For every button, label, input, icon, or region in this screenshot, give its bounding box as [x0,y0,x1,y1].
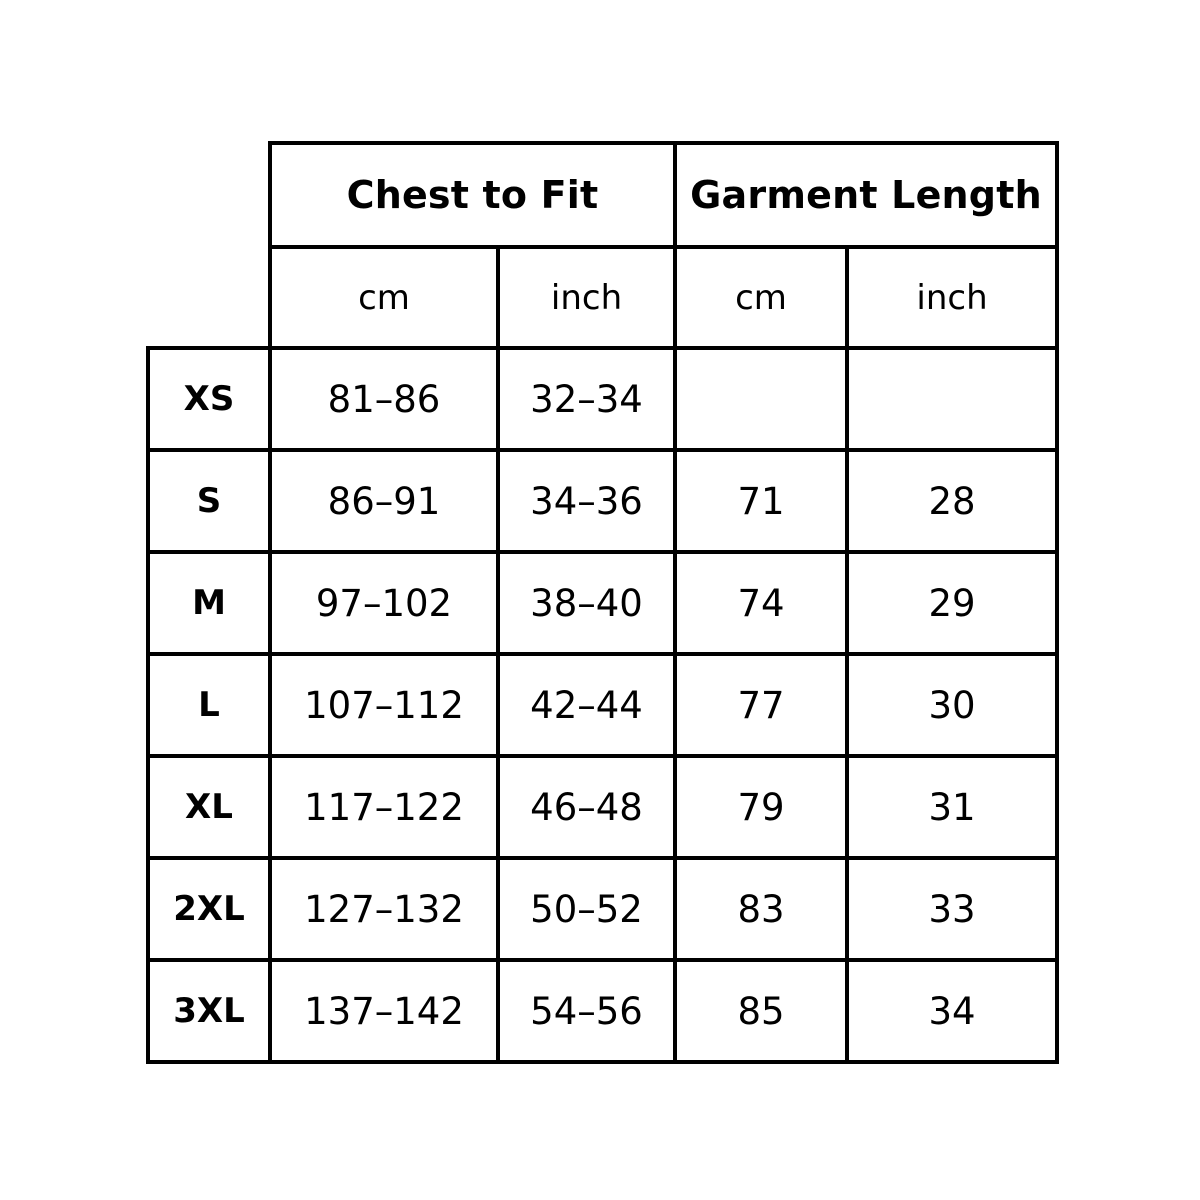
row-length-cm: 77 [675,654,847,756]
table-row [148,756,1057,858]
table-row [148,654,1057,756]
row-chest-cm: 81–86 [270,348,498,450]
row-length-inch [847,348,1057,450]
row-size-label: XL [148,756,270,858]
corner-spacer-2 [148,247,270,348]
row-length-cm: 83 [675,858,847,960]
row-chest-inch: 38–40 [498,552,675,654]
row-chest-inch: 32–34 [498,348,675,450]
table-row [148,552,1057,654]
row-length-cm: 79 [675,756,847,858]
row-size-label: S [148,450,270,552]
row-length-inch: 28 [847,450,1057,552]
row-chest-cm: 127–132 [270,858,498,960]
size-chart-table [146,141,1059,1064]
row-length-inch: 31 [847,756,1057,858]
row-size-label: XS [148,348,270,450]
row-size-label: L [148,654,270,756]
row-length-inch: 29 [847,552,1057,654]
unit-header-chest-cm: cm [270,247,498,348]
table-group-header-row [148,143,1057,247]
row-chest-cm: 86–91 [270,450,498,552]
row-length-inch: 34 [847,960,1057,1062]
row-chest-cm: 107–112 [270,654,498,756]
group-header-garment-length: Garment Length [675,143,1057,247]
row-chest-inch: 50–52 [498,858,675,960]
table-row [148,960,1057,1062]
row-chest-cm: 97–102 [270,552,498,654]
unit-header-chest-inch: inch [498,247,675,348]
row-size-label: 2XL [148,858,270,960]
row-chest-inch: 46–48 [498,756,675,858]
table-row [148,858,1057,960]
row-chest-inch: 54–56 [498,960,675,1062]
table-unit-header-row [148,247,1057,348]
unit-header-length-inch: inch [847,247,1057,348]
row-chest-cm: 117–122 [270,756,498,858]
row-length-cm: 74 [675,552,847,654]
row-length-inch: 30 [847,654,1057,756]
row-length-cm: 85 [675,960,847,1062]
corner-spacer [148,143,270,247]
row-length-cm [675,348,847,450]
table-row [148,348,1057,450]
row-length-inch: 33 [847,858,1057,960]
row-chest-cm: 137–142 [270,960,498,1062]
row-length-cm: 71 [675,450,847,552]
group-header-chest: Chest to Fit [270,143,675,247]
unit-header-length-cm: cm [675,247,847,348]
row-chest-inch: 34–36 [498,450,675,552]
row-size-label: 3XL [148,960,270,1062]
row-chest-inch: 42–44 [498,654,675,756]
table-row [148,450,1057,552]
row-size-label: M [148,552,270,654]
